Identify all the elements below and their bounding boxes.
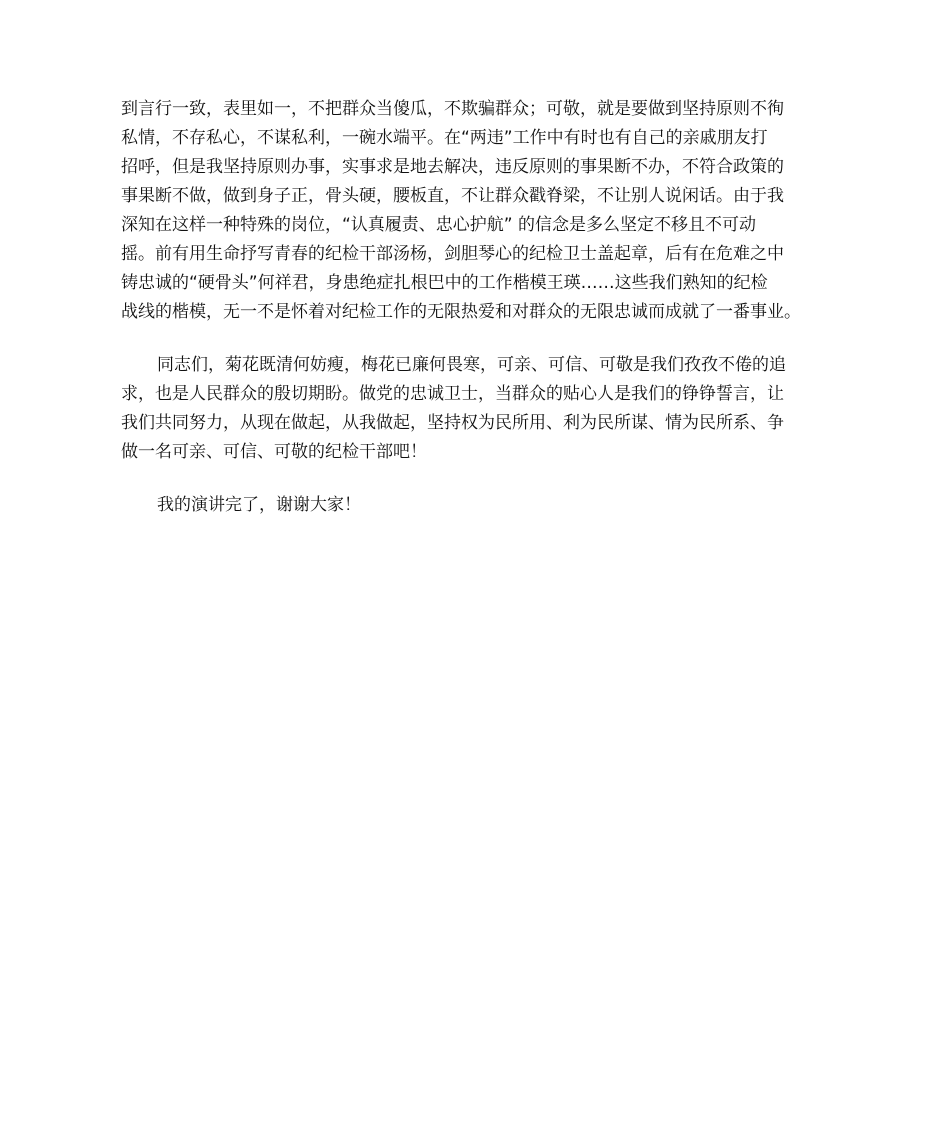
paragraph-3 — [121, 491, 833, 520]
paragraph-2 — [121, 351, 833, 467]
text-line: 我的演讲完了，谢谢大家！ — [157, 495, 361, 515]
text-line: 到言行一致，表里如一，不把群众当傻瓜，不欺骗群众；可敬，就是要做到坚持原则不徇 — [121, 99, 784, 119]
text-line: 我们共同努力，从现在做起，从我做起，坚持权为民所用、利为民所谋、情为民所系、争 — [121, 413, 784, 433]
document-body — [121, 95, 833, 520]
paragraph-spacer — [121, 467, 833, 491]
text-line: 铸忠诚的“硬骨头”何祥君，身患绝症扎根巴中的工作楷模王瑛……这些我们熟知的纪检 — [121, 273, 768, 293]
text-line: 私情，不存私心，不谋私利，一碗水端平。在“两违”工作中有时也有自己的亲戚朋友打 — [121, 128, 768, 148]
text-line: 摇。前有用生命抒写青春的纪检干部汤杨，剑胆琴心的纪检卫士盖起章，后有在危难之中 — [121, 244, 784, 264]
text-line: 招呼，但是我坚持原则办事，实事求是地去解决，违反原则的事果断不办，不符合政策的 — [121, 157, 784, 177]
text-line: 同志们，菊花既清何妨瘦，梅花已廉何畏寒，可亲、可信、可敬是我们孜孜不倦的追 — [157, 355, 786, 375]
text-line: 做一名可亲、可信、可敬的纪检干部吧！ — [121, 442, 427, 462]
paragraph-spacer — [121, 327, 833, 351]
text-line: 战线的楷模，无一不是怀着对纪检工作的无限热爱和对群众的无限忠诚而成就了一番事业。 — [121, 302, 801, 322]
paragraph-1 — [121, 95, 833, 327]
text-line: 事果断不做，做到身子正，骨头硬，腰板直，不让群众戳脊梁，不让别人说闲话。由于我 — [121, 186, 784, 206]
text-line: 深知在这样一种特殊的岗位，“认真履责、忠心护航” 的信念是多么坚定不移且不可动 — [121, 215, 757, 235]
text-line: 求，也是人民群众的殷切期盼。做党的忠诚卫士，当群众的贴心人是我们的铮铮誓言，让 — [121, 384, 784, 404]
